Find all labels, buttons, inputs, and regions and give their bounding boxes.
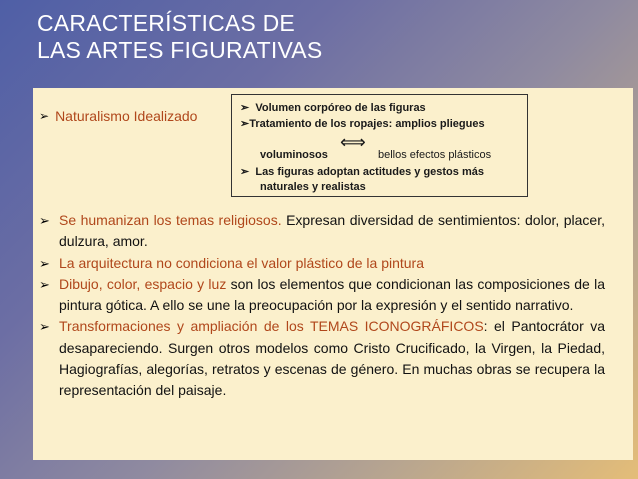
arrow-bullet-icon: ➢ xyxy=(39,213,50,228)
title-line-2: LAS ARTES FIGURATIVAS xyxy=(37,37,323,63)
item-text: Expresan diversidad de sentimientos: dolor, placer, dulzura, amor. xyxy=(59,212,605,250)
arrow-bullet-icon: ➢ xyxy=(39,319,50,335)
item-text: : el Pantocrátor va desapareciendo. Surgen otros modelos como Cristo Crucificado, la Virgen, la Piedad, Hagiografías, alegorías, retratos y escenas de género. En muchas obras se recupera la representación del paisaje. xyxy=(59,318,605,399)
arrow-bullet-icon: ➢ xyxy=(39,255,50,271)
naturalismo-label: Naturalismo Idealizado xyxy=(55,108,198,124)
double-arrow-icon: ⟺ xyxy=(340,132,366,152)
list-item xyxy=(39,274,605,317)
item-highlight: La arquitectura no condiciona el valor plástico de la pintura xyxy=(59,254,425,271)
info-line-4: ➢ Las figuras adoptan actitudes y gestos más xyxy=(240,166,484,178)
naturalismo-item xyxy=(39,108,197,124)
info-line-1: ➢ Volumen corpóreo de las figuras xyxy=(240,102,426,114)
arrow-bullet-icon: ➢ xyxy=(240,102,250,114)
list-item xyxy=(39,316,605,401)
info-line-3a: voluminosos xyxy=(260,149,328,161)
content-panel xyxy=(33,88,633,460)
arrow-bullet-icon: ➢ xyxy=(39,276,50,292)
list-item xyxy=(39,210,605,253)
info-line-2: ➢Tratamiento de los ropajes: amplios pliegues xyxy=(240,118,485,130)
item-text: son los elementos que condicionan las composiciones de la pintura gótica. A ello se une la preocupación por la expresión y el sentido narrativo. xyxy=(59,275,605,314)
slide-title xyxy=(37,10,322,64)
characteristics-list xyxy=(39,210,605,402)
item-highlight: Dibujo, color, espacio y luz xyxy=(59,275,227,292)
info-line-3b: bellos efectos plásticos xyxy=(378,149,492,161)
arrow-bullet-icon: ➢ xyxy=(240,166,250,178)
item-highlight: Transformaciones y ampliación de los TEMAS ICONOGRÁFICOS xyxy=(59,318,484,335)
info-line-5: naturales y realistas xyxy=(260,181,366,193)
item-highlight: Se humanizan los temas religiosos. xyxy=(59,212,282,228)
arrow-bullet-icon: ➢ xyxy=(39,109,50,123)
list-item xyxy=(39,253,605,274)
title-line-1: CARACTERÍSTICAS DE xyxy=(37,10,295,36)
info-box xyxy=(231,94,528,197)
arrow-bullet-icon: ➢ xyxy=(240,118,250,130)
